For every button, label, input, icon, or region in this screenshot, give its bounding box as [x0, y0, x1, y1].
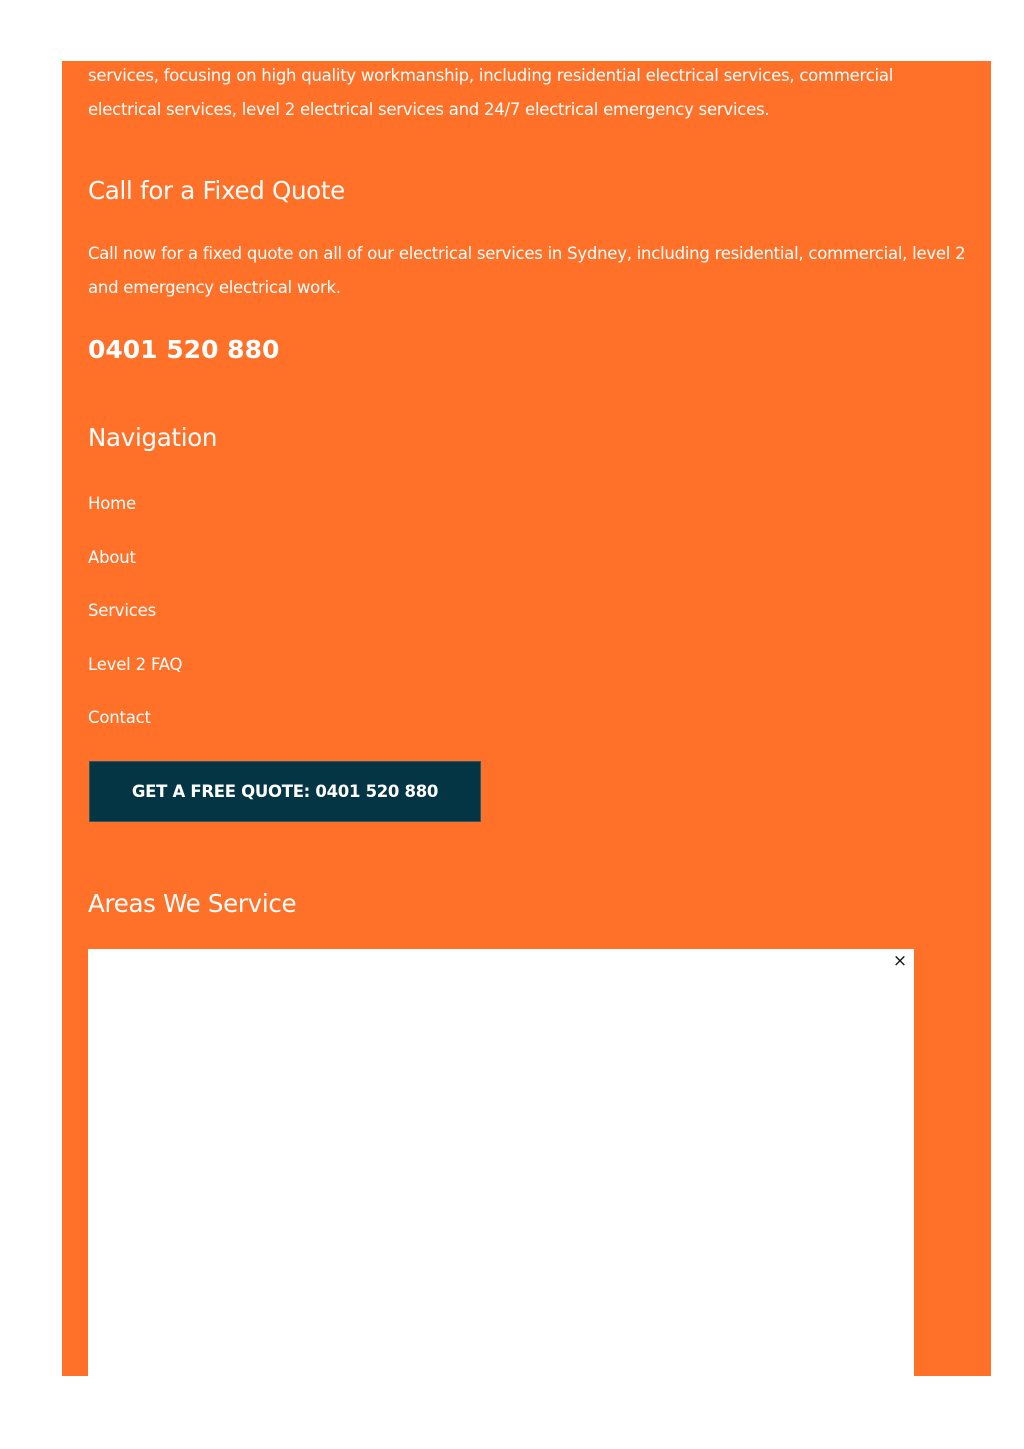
areas-we-service-heading: Areas We Service	[88, 889, 297, 918]
navigation-heading: Navigation	[88, 423, 218, 452]
phone-number-link[interactable]: 0401 520 880	[88, 335, 280, 364]
fixed-quote-paragraph: Call now for a fixed quote on all of our electrical services in Sydney, including residential, commercial, level 2 and emergency electrical work.	[88, 244, 966, 297]
nav-link-services[interactable]: Services	[88, 601, 156, 620]
intro-paragraph: services, focusing on high quality workmanship, including residential electrical services, commercial electrical services, level 2 electrical services and 24/7 electrical emergency services.	[88, 66, 894, 119]
fixed-quote-heading: Call for a Fixed Quote	[88, 176, 345, 205]
areas-map-frame[interactable]	[88, 949, 914, 1376]
footer-nav	[88, 494, 182, 762]
nav-link-home[interactable]: Home	[88, 494, 136, 513]
nav-link-level-2-faq[interactable]: Level 2 FAQ	[88, 654, 183, 674]
close-icon[interactable]: ×	[892, 951, 908, 971]
nav-link-contact[interactable]: Contact	[88, 708, 151, 727]
nav-link-about[interactable]: About	[88, 547, 136, 567]
get-free-quote-button[interactable]: GET A FREE QUOTE: 0401 520 880	[89, 761, 481, 822]
